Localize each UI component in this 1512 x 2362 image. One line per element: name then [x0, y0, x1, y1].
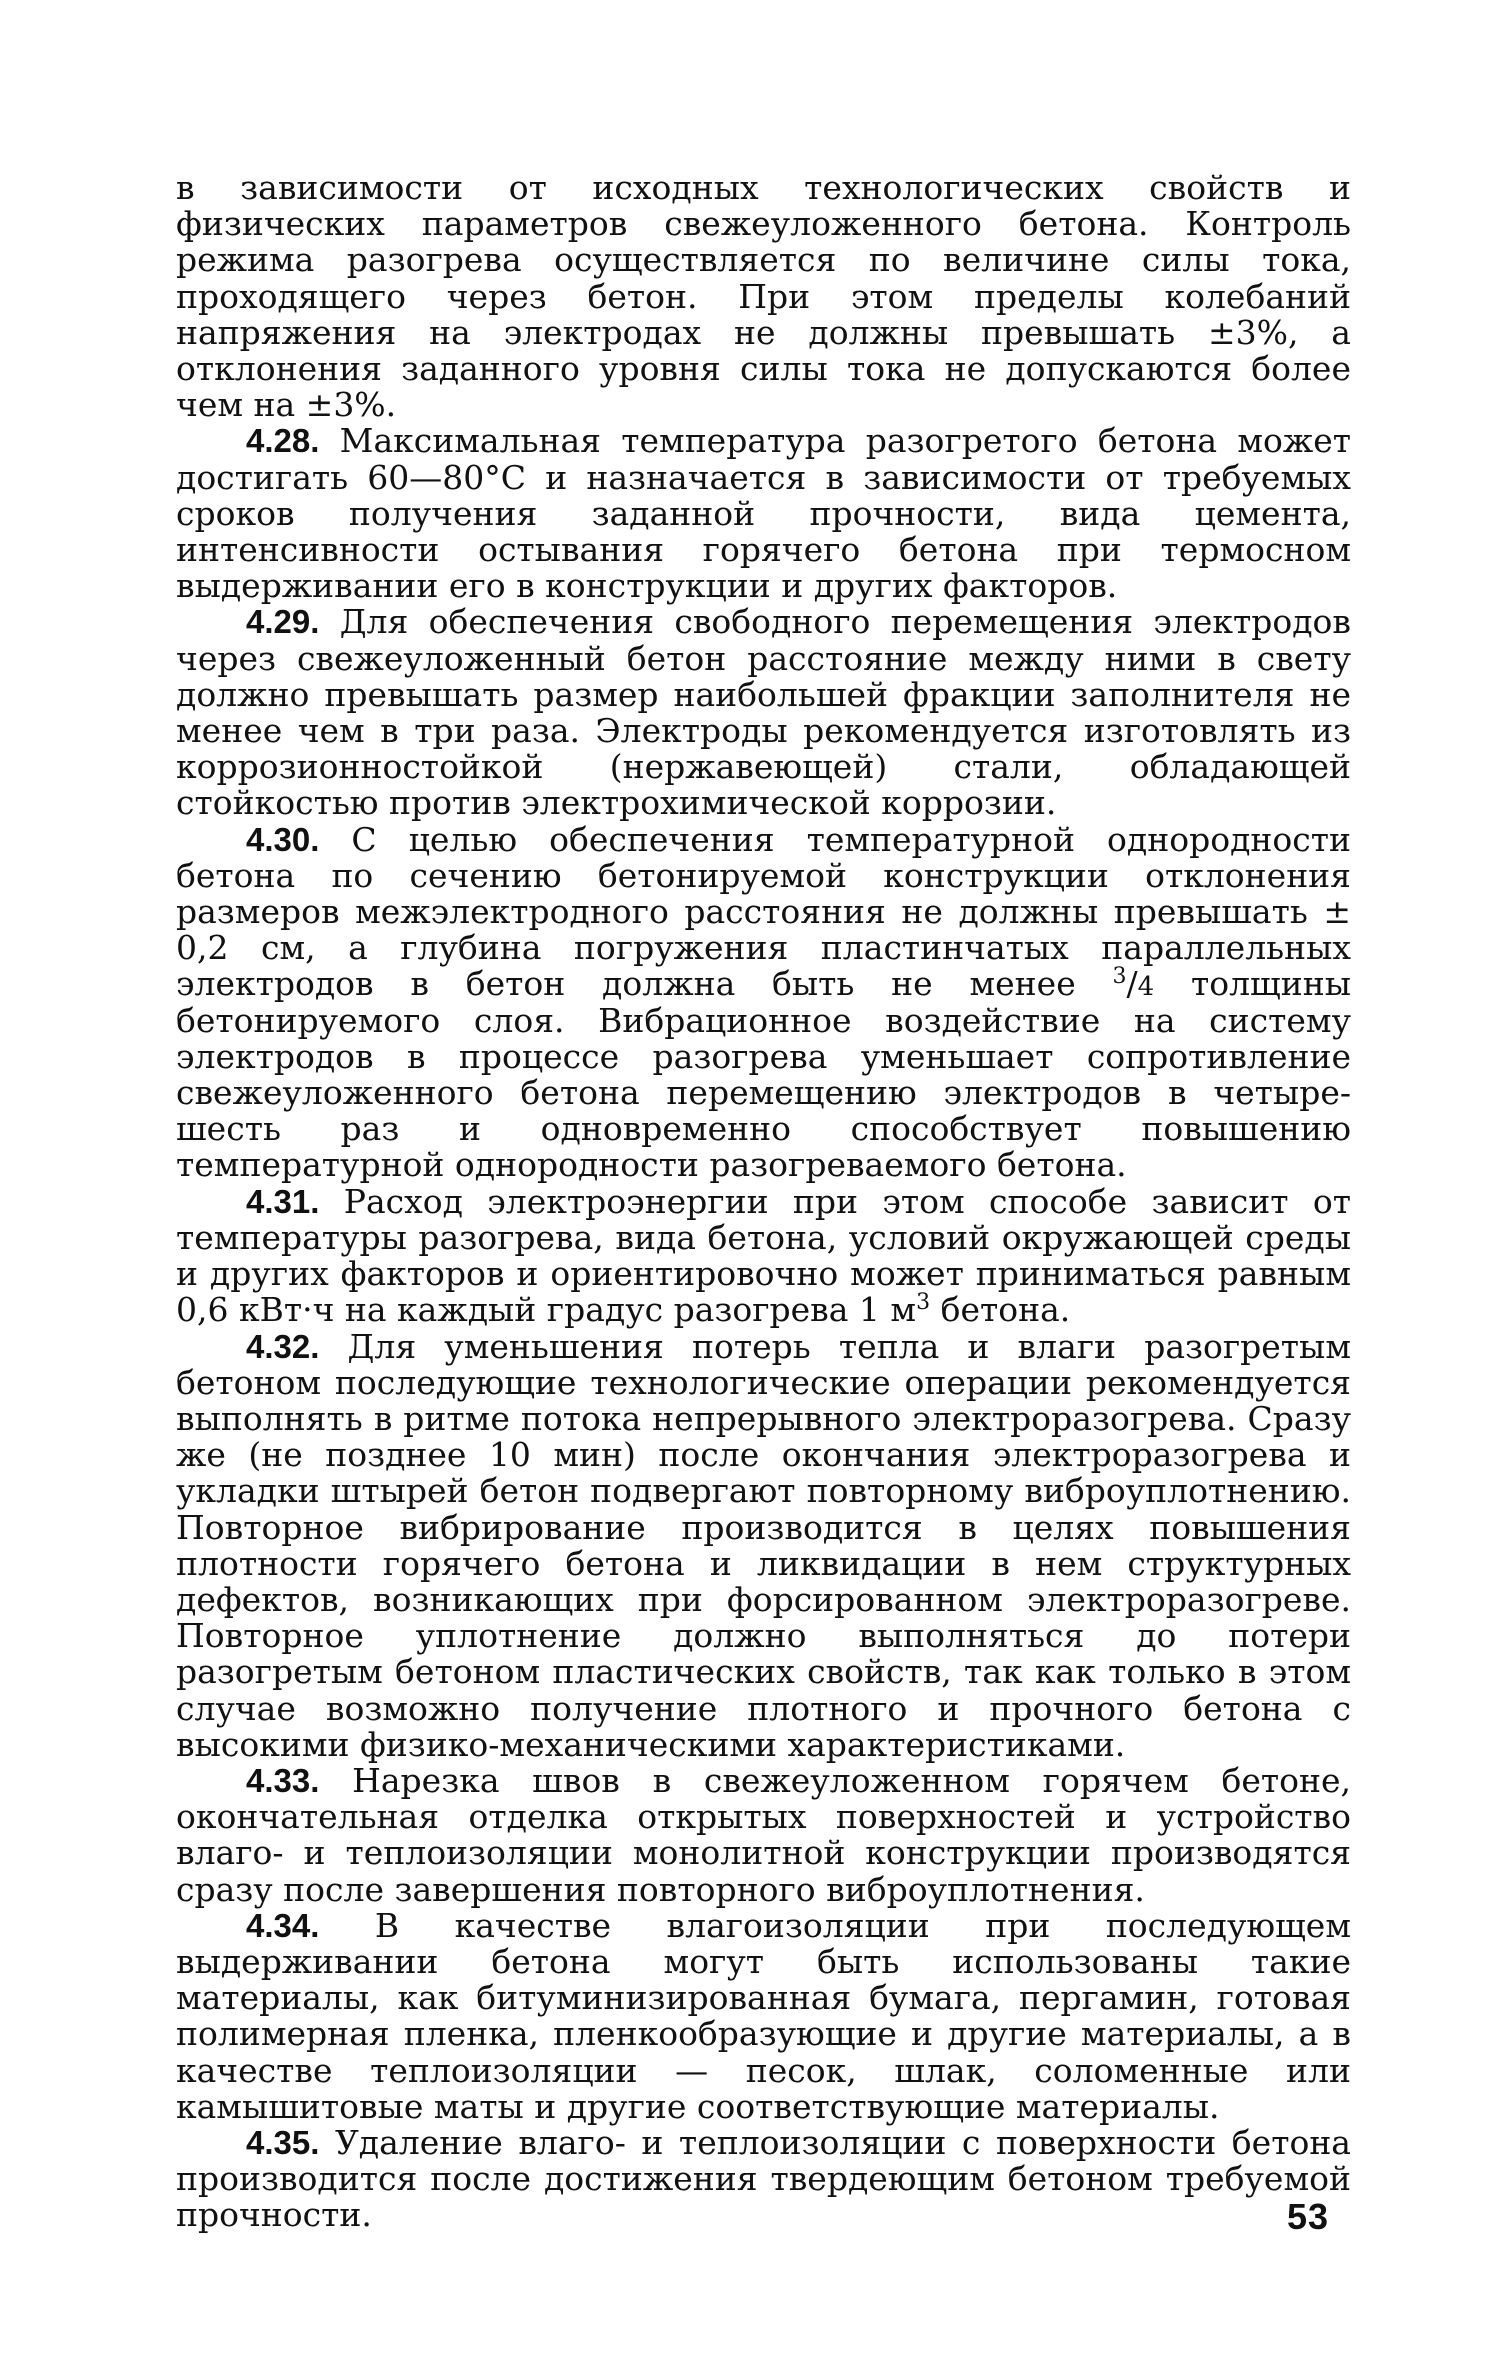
paragraph-4-31 [176, 1181, 1351, 1330]
paragraph-4-30 [176, 819, 1351, 1185]
section-number-4-34: 4.34. [246, 1906, 320, 1944]
paragraph-4-34 [176, 1905, 1351, 2126]
paragraph-4-29 [176, 604, 1351, 821]
paragraph-4-31-text-b: бетона. [930, 1290, 1071, 1330]
paragraph-4-34-text: В качестве влагоизоляции при последующем выдерживании бетона могут быть использованы такие материалы, как битуминизированная бумага, пергамин, готовая полимерная пленка, пленкообразующие и другие материалы, а в качестве теплоизоляции — песок, шлак, соломенные или камышитовые маты и другие соответствующие материалы. [176, 1905, 1351, 2126]
fraction-numerator: 3 [1112, 964, 1127, 990]
paragraph-4-30-text-b: толщины бетонируемого слоя. Вибрационное воздействие на систему электродов в процессе разогрева уменьшает сопротивление свежеуложенного бетона перемещению электродов в четыре-шесть раз и одновременно способствует повышению температурной однородности разогреваемого бетона. [176, 964, 1351, 1185]
paragraph-4-32-text: Для уменьшения потерь тепла и влаги разогретым бетоном последующие технологические операции рекомендуется выполнять в ритме потока непрерывного электроразогрева. Сразу же (не позднее 10 мин) после окончания электроразогрева и укладки штырей бетон подвергают повторному виброуплотнению. Повторное вибрирование производится в целях повышения плотности горячего бетона и ликвидации в нем структурных дефектов, возникающих при форсированном электроразогреве. Повторное уплотнение должно выполняться до потери разогретым бетоном пластических свойств, так как только в этом случае возможно получение плотного и прочного бетона с высокими физико-механическими характеристиками. [176, 1326, 1351, 1764]
page-body [176, 170, 1351, 2234]
section-number-4-35: 4.35. [246, 2123, 320, 2161]
section-number-4-29: 4.29. [246, 603, 320, 641]
paragraph-4-33 [176, 1760, 1351, 1909]
section-number-4-31: 4.31. [246, 1182, 320, 1220]
paragraph-4-28 [176, 423, 1351, 604]
paragraph-4-35-text: Удаление влаго- и теплоизоляции с поверхности бетона производится после достижения твердеющим бетоном требуемой прочности. [176, 2122, 1351, 2235]
section-number-4-30: 4.30. [246, 820, 320, 858]
paragraph-4-32 [176, 1326, 1351, 1764]
paragraph-4-28-text: Максимальная температура разогретого бетона может достигать 60—80°С и назначается в зависимости от требуемых сроков получения заданной прочности, вида цемента, интенсивности остывания горячего бетона при термосном выдерживании его в конструкции и других факторов. [176, 421, 1351, 606]
page-number: 53 [1287, 2196, 1330, 2237]
fraction-slash: / [1126, 964, 1138, 1004]
paragraph-4-31-text-a: Расход электроэнергии при этом способе зависит от температуры разогрева, вида бетона, условий окружающей среды и других факторов и ориентировочно может приниматься равным 0,6 кВт·ч на каждый градус разогрева 1 м [176, 1181, 1351, 1330]
superscript-cube: 3 [916, 1290, 931, 1316]
paragraph-4-35 [176, 2122, 1351, 2235]
fraction-denominator: 4 [1137, 972, 1155, 1003]
paragraph-intro [176, 170, 1351, 423]
section-number-4-32: 4.32. [246, 1327, 320, 1365]
section-number-4-33: 4.33. [246, 1761, 320, 1799]
paragraph-4-30-text-a: С целью обеспечения температурной однородности бетона по сечению бетонируемой конструкции отклонения размеров межэлектродного расстояния не должны превышать ± 0,2 см, а глубина погружения пластинчатых параллельных электродов в бетон должна быть не менее [176, 819, 1351, 1004]
paragraph-intro-text: в зависимости от исходных технологических свойств и физических параметров свежеуложенного бетона. Контроль режима разогрева осуществляется по величине силы тока, проходящего через бетон. При этом пределы колебаний напряжения на электродах не должны превышать ±3%, а отклонения заданного уровня силы тока не допускаются более чем на ±3%. [176, 168, 1351, 425]
paragraph-4-29-text: Для обеспечения свободного перемещения электродов через свежеуложенный бетон расстояние между ними в свету должно превышать размер наибольшей фракции заполнителя не менее чем в три раза. Электроды рекомендуется изготовлять из коррозионностойкой (нержавеющей) стали, обладающей стойкостью против электрохимической коррозии. [176, 602, 1351, 823]
paragraph-4-33-text: Нарезка швов в свежеуложенном горячем бетоне, окончательная отделка открытых поверхностей и устройство влаго- и теплоизоляции монолитной конструкции производятся сразу после завершения повторного виброуплотнения. [176, 1760, 1351, 1909]
section-number-4-28: 4.28. [246, 422, 320, 460]
